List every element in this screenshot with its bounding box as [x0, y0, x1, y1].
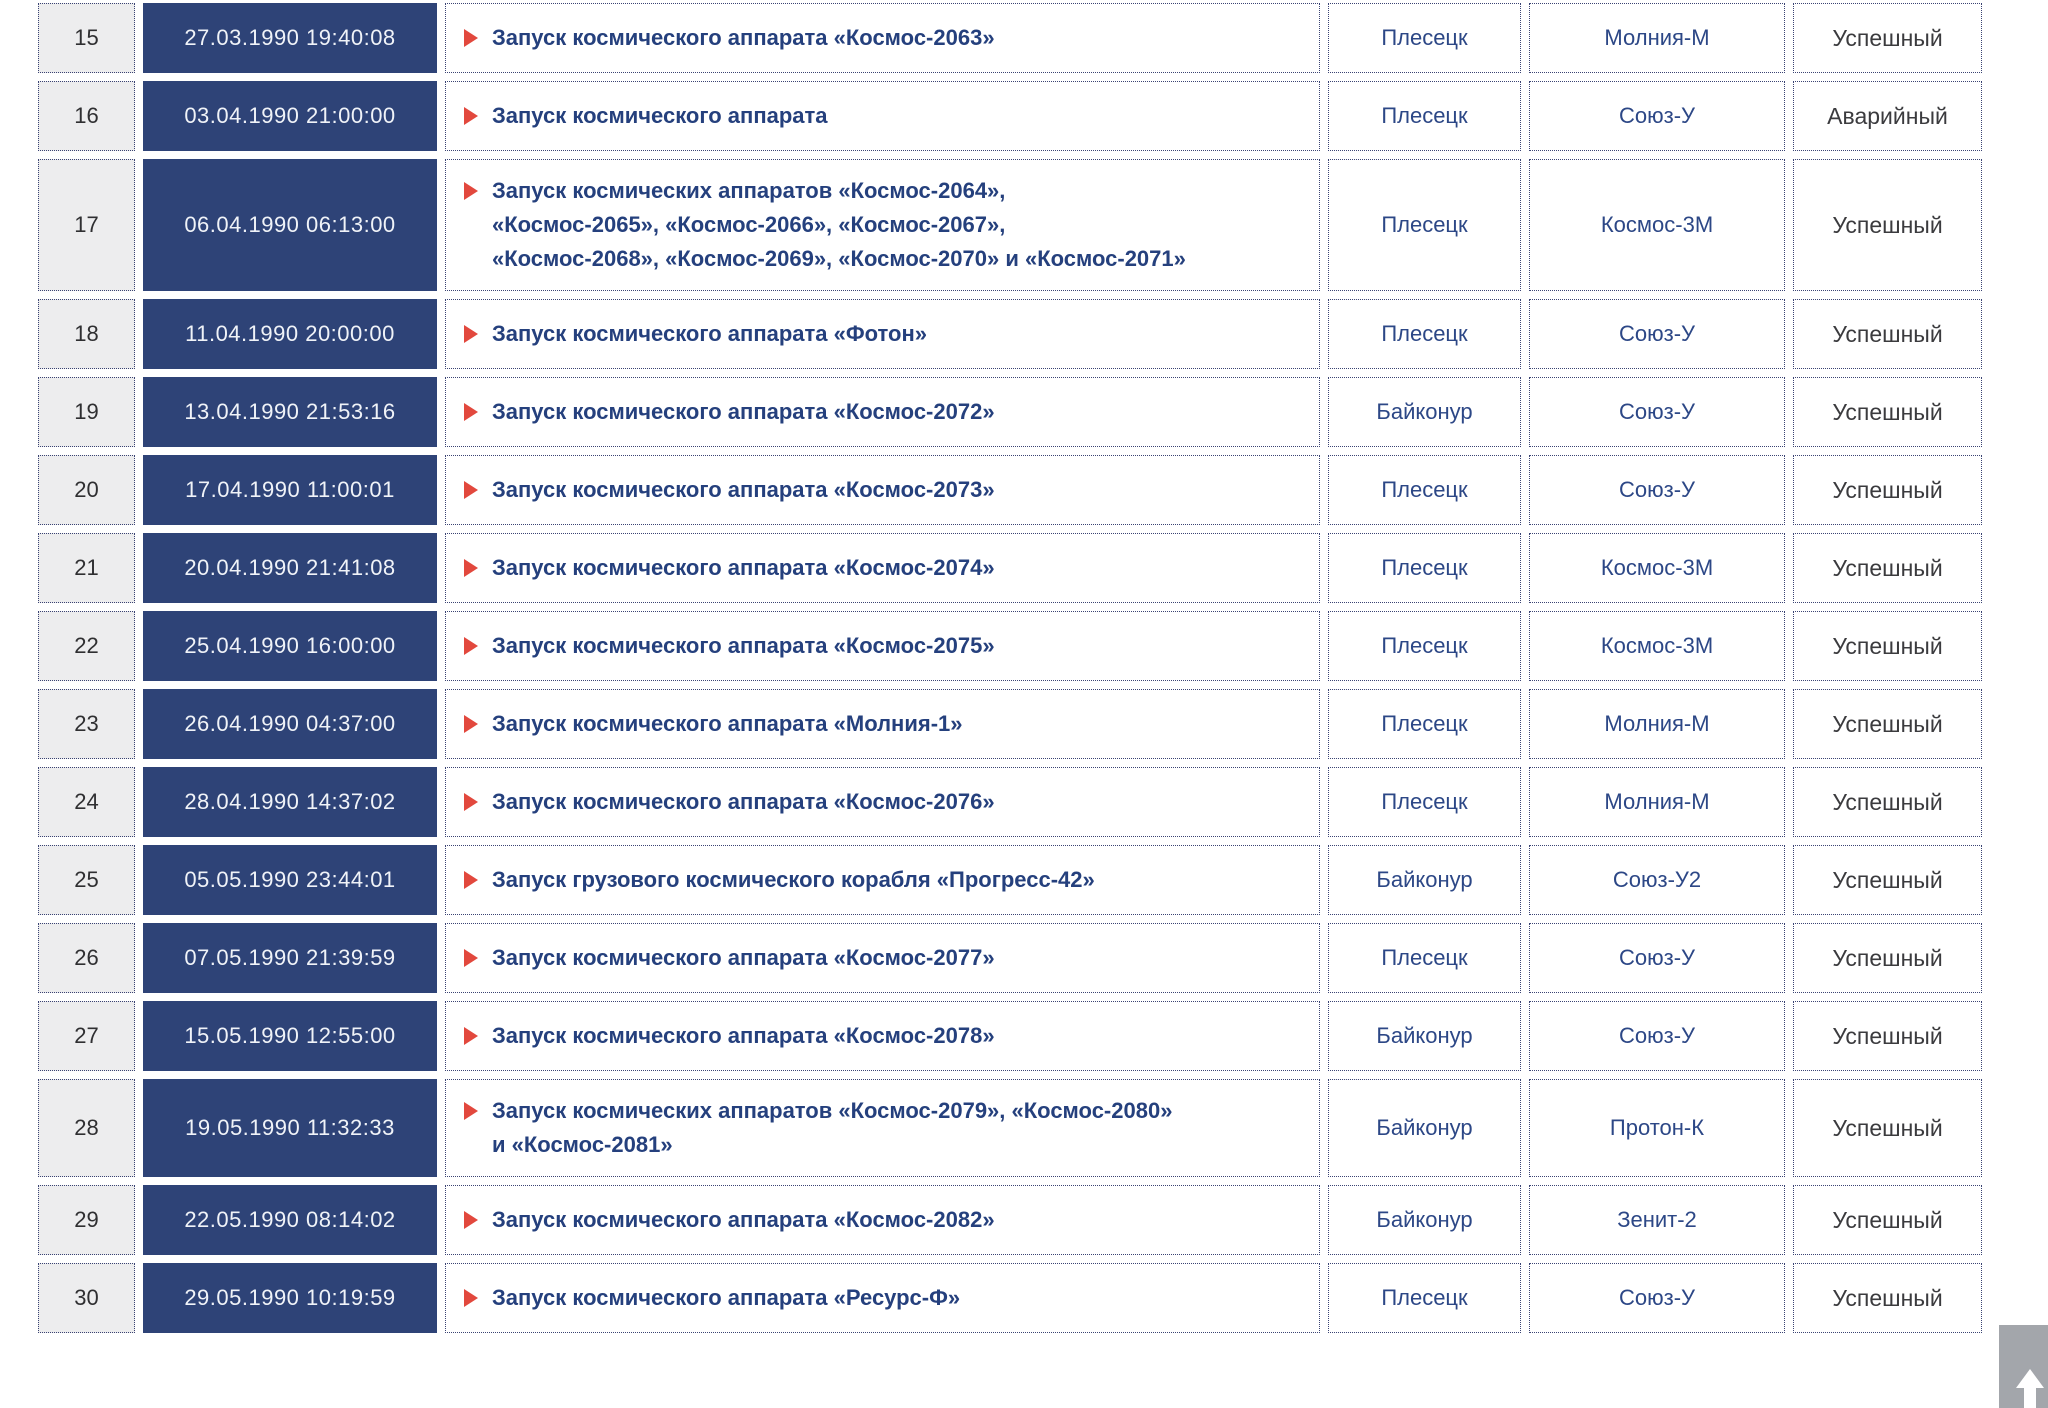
launch-description-row [464, 551, 1303, 585]
launch-site-link[interactable]: Плесецк [1381, 555, 1468, 580]
launch-description-link[interactable]: Запуск космического аппарата «Космос-2072» [492, 399, 995, 424]
launch-datetime-cell: 11.04.1990 20:00:00 [143, 299, 437, 369]
launch-site-link[interactable]: Плесецк [1381, 789, 1468, 814]
launch-datetime-cell: 28.04.1990 14:37:02 [143, 767, 437, 837]
launch-site-cell [1328, 1263, 1521, 1333]
launch-site-link[interactable]: Байконур [1376, 1207, 1473, 1232]
status-text: Успешный [1832, 632, 1943, 659]
launch-description-cell [445, 689, 1320, 759]
rocket-cell [1529, 923, 1785, 993]
status-text: Успешный [1832, 1206, 1943, 1233]
launch-description-cell [445, 81, 1320, 151]
launch-status-cell [1793, 533, 1982, 603]
launch-site-link[interactable]: Байконур [1376, 1115, 1473, 1140]
status-text: Успешный [1832, 1284, 1943, 1311]
table-row [38, 377, 1982, 447]
launch-site-cell [1328, 299, 1521, 369]
triangle-right-icon [464, 403, 478, 421]
status-text: Успешный [1832, 476, 1943, 503]
rocket-link[interactable]: Союз-У [1618, 399, 1695, 424]
launch-datetime-cell: 26.04.1990 04:37:00 [143, 689, 437, 759]
launch-site-link[interactable]: Плесецк [1381, 103, 1468, 128]
launch-datetime-cell: 13.04.1990 21:53:16 [143, 377, 437, 447]
launch-description-link[interactable]: Запуск космического аппарата «Космос-2082» [492, 1207, 995, 1232]
launch-status-cell [1793, 81, 1982, 151]
rocket-link[interactable]: Молния-М [1604, 25, 1710, 50]
triangle-right-icon [464, 637, 478, 655]
row-number-cell: 22 [38, 611, 135, 681]
launch-description-link[interactable]: Запуск космических аппаратов «Космос-2064», «Космос-2065», «Космос-2066», «Космос-2067», «Космос-2068», «Космос-2069», «Космос-2070» и «Космос-2071» [492, 178, 1186, 271]
table-row [38, 299, 1982, 369]
launch-datetime-cell: 27.03.1990 19:40:08 [143, 3, 437, 73]
table-row [38, 845, 1982, 915]
launch-table-body [38, 3, 1982, 1333]
launch-datetime-cell: 20.04.1990 21:41:08 [143, 533, 437, 603]
launch-status-cell [1793, 3, 1982, 73]
rocket-link[interactable]: Молния-М [1604, 711, 1710, 736]
rocket-cell [1529, 159, 1785, 291]
status-text: Успешный [1832, 24, 1943, 51]
launch-description-cell [445, 299, 1320, 369]
launch-description-cell [445, 923, 1320, 993]
launch-site-link[interactable]: Байконур [1376, 399, 1473, 424]
launch-status-cell [1793, 1001, 1982, 1071]
launch-datetime-cell: 25.04.1990 16:00:00 [143, 611, 437, 681]
triangle-right-icon [464, 1289, 478, 1307]
launch-description-row [464, 1094, 1303, 1162]
launch-datetime-cell: 17.04.1990 11:00:01 [143, 455, 437, 525]
launch-description-link[interactable]: Запуск космического аппарата «Космос-2077» [492, 945, 995, 970]
launch-description-row [464, 395, 1303, 429]
table-row [38, 1079, 1982, 1177]
row-number-cell: 16 [38, 81, 135, 151]
launch-status-cell [1793, 377, 1982, 447]
triangle-right-icon [464, 871, 478, 889]
triangle-right-icon [464, 949, 478, 967]
rocket-cell [1529, 455, 1785, 525]
launch-description-cell [445, 767, 1320, 837]
rocket-link[interactable]: Союз-У [1618, 103, 1695, 128]
triangle-right-icon [464, 715, 478, 733]
launch-status-cell [1793, 455, 1982, 525]
launch-description-row [464, 317, 1303, 351]
launch-status-cell [1793, 159, 1982, 291]
row-number-cell: 23 [38, 689, 135, 759]
launch-description-row [464, 629, 1303, 663]
launch-datetime-cell: 05.05.1990 23:44:01 [143, 845, 437, 915]
launch-history-table [30, 0, 1990, 1341]
launch-datetime-cell: 15.05.1990 12:55:00 [143, 1001, 437, 1071]
launch-description-cell [445, 845, 1320, 915]
launch-status-cell [1793, 611, 1982, 681]
launch-status-cell [1793, 299, 1982, 369]
launch-site-link[interactable]: Плесецк [1381, 321, 1468, 346]
status-text: Успешный [1832, 211, 1943, 238]
launch-description-cell [445, 611, 1320, 681]
launch-description-cell [445, 3, 1320, 73]
launch-datetime-cell: 22.05.1990 08:14:02 [143, 1185, 437, 1255]
triangle-right-icon [464, 481, 478, 499]
rocket-cell [1529, 689, 1785, 759]
launch-site-link[interactable]: Плесецк [1381, 633, 1468, 658]
status-text: Успешный [1832, 320, 1943, 347]
table-row [38, 455, 1982, 525]
launch-description-cell [445, 1263, 1320, 1333]
launch-site-link[interactable]: Плесецк [1381, 711, 1468, 736]
table-row [38, 923, 1982, 993]
launch-description-row [464, 1281, 1303, 1315]
rocket-link[interactable]: Союз-У [1618, 477, 1695, 502]
rocket-cell [1529, 533, 1785, 603]
launch-description-row [464, 21, 1303, 55]
rocket-cell [1529, 377, 1785, 447]
launch-site-cell [1328, 3, 1521, 73]
launch-description-cell [445, 455, 1320, 525]
row-number-cell: 24 [38, 767, 135, 837]
rocket-link[interactable]: Союз-У [1618, 1285, 1695, 1310]
rocket-cell [1529, 767, 1785, 837]
launch-site-cell [1328, 845, 1521, 915]
table-row [38, 689, 1982, 759]
row-number-cell: 17 [38, 159, 135, 291]
launch-site-cell [1328, 455, 1521, 525]
row-number-cell: 21 [38, 533, 135, 603]
status-text: Успешный [1832, 1022, 1943, 1049]
rocket-cell [1529, 81, 1785, 151]
table-row [38, 1185, 1982, 1255]
rocket-link[interactable]: Союз-У [1618, 945, 1695, 970]
rocket-cell [1529, 299, 1785, 369]
launch-description-link[interactable]: Запуск космического аппарата «Космос-2078» [492, 1023, 995, 1048]
table-row [38, 611, 1982, 681]
launch-status-cell [1793, 1079, 1982, 1177]
launch-description-link[interactable]: Запуск грузового космического корабля «Прогресс-42» [492, 867, 1095, 892]
launch-site-link[interactable]: Плесецк [1381, 212, 1468, 237]
launch-site-link[interactable]: Плесецк [1381, 1285, 1468, 1310]
row-number-cell: 26 [38, 923, 135, 993]
launch-description-row [464, 941, 1303, 975]
launch-description-cell [445, 377, 1320, 447]
status-text: Успешный [1832, 944, 1943, 971]
launch-site-link[interactable]: Байконур [1376, 867, 1473, 892]
rocket-link[interactable]: Союз-У [1618, 321, 1695, 346]
launch-description-link[interactable]: Запуск космических аппаратов «Космос-2079», «Космос-2080» и «Космос-2081» [492, 1098, 1173, 1157]
rocket-cell [1529, 1001, 1785, 1071]
scroll-to-top-button[interactable] [1999, 1325, 2048, 1408]
rocket-cell [1529, 3, 1785, 73]
launch-status-cell [1793, 1263, 1982, 1333]
status-text: Успешный [1832, 788, 1943, 815]
triangle-right-icon [464, 29, 478, 47]
status-text: Успешный [1832, 1114, 1943, 1141]
launch-description-row [464, 863, 1303, 897]
launch-site-cell [1328, 689, 1521, 759]
launch-description-link[interactable]: Запуск космического аппарата «Космос-2074» [492, 555, 995, 580]
launch-status-cell [1793, 767, 1982, 837]
launch-site-cell [1328, 1079, 1521, 1177]
launch-site-cell [1328, 923, 1521, 993]
launch-site-cell [1328, 1001, 1521, 1071]
launch-site-link[interactable]: Плесецк [1381, 477, 1468, 502]
triangle-right-icon [464, 793, 478, 811]
triangle-right-icon [464, 107, 478, 125]
launch-status-cell [1793, 1185, 1982, 1255]
launch-description-row [464, 473, 1303, 507]
launch-description-link[interactable]: Запуск космического аппарата «Космос-2063» [492, 25, 995, 50]
launch-description-row [464, 707, 1303, 741]
launch-description-link[interactable]: Запуск космического аппарата «Космос-2075» [492, 633, 995, 658]
launch-description-cell [445, 533, 1320, 603]
launch-site-cell [1328, 611, 1521, 681]
row-number-cell: 20 [38, 455, 135, 525]
row-number-cell: 19 [38, 377, 135, 447]
arrow-up-icon-stem [2024, 1386, 2036, 1408]
rocket-link[interactable]: Протон-К [1609, 1115, 1705, 1140]
table-row [38, 159, 1982, 291]
launch-description-link[interactable]: Запуск космического аппарата [492, 103, 828, 128]
rocket-link[interactable]: Космос-3М [1600, 633, 1714, 658]
row-number-cell: 25 [38, 845, 135, 915]
launch-datetime-cell: 03.04.1990 21:00:00 [143, 81, 437, 151]
launch-description-cell [445, 1079, 1320, 1177]
launch-site-cell [1328, 159, 1521, 291]
launch-site-link[interactable]: Байконур [1376, 1023, 1473, 1048]
triangle-right-icon [464, 559, 478, 577]
rocket-link[interactable]: Молния-М [1604, 789, 1710, 814]
launch-description-row [464, 1019, 1303, 1053]
triangle-right-icon [464, 182, 478, 200]
launch-site-link[interactable]: Плесецк [1381, 25, 1468, 50]
table-row [38, 533, 1982, 603]
table-row [38, 767, 1982, 837]
launch-site-cell [1328, 533, 1521, 603]
status-text: Успешный [1832, 554, 1943, 581]
table-row [38, 81, 1982, 151]
row-number-cell: 30 [38, 1263, 135, 1333]
rocket-cell [1529, 1185, 1785, 1255]
status-text: Успешный [1832, 866, 1943, 893]
status-text: Успешный [1832, 710, 1943, 737]
launch-status-cell [1793, 689, 1982, 759]
row-number-cell: 28 [38, 1079, 135, 1177]
rocket-cell [1529, 845, 1785, 915]
status-text: Успешный [1832, 398, 1943, 425]
rocket-cell [1529, 611, 1785, 681]
launch-description-row [464, 785, 1303, 819]
launch-site-cell [1328, 81, 1521, 151]
launch-description-cell [445, 1001, 1320, 1071]
row-number-cell: 18 [38, 299, 135, 369]
launch-site-cell [1328, 767, 1521, 837]
rocket-link[interactable]: Космос-3М [1600, 212, 1714, 237]
launch-datetime-cell: 19.05.1990 11:32:33 [143, 1079, 437, 1177]
rocket-link[interactable]: Космос-3М [1600, 555, 1714, 580]
launch-datetime-cell: 07.05.1990 21:39:59 [143, 923, 437, 993]
launch-description-cell [445, 159, 1320, 291]
rocket-link[interactable]: Союз-У [1618, 1023, 1695, 1048]
launch-description-row [464, 174, 1303, 276]
triangle-right-icon [464, 1102, 478, 1120]
launch-status-cell [1793, 845, 1982, 915]
rocket-cell [1529, 1263, 1785, 1333]
triangle-right-icon [464, 1027, 478, 1045]
table-row [38, 1001, 1982, 1071]
triangle-right-icon [464, 325, 478, 343]
table-row [38, 1263, 1982, 1333]
launch-description-link[interactable]: Запуск космического аппарата «Фотон» [492, 321, 927, 346]
launch-description-link[interactable]: Запуск космического аппарата «Космос-2076» [492, 789, 995, 814]
launch-status-cell [1793, 923, 1982, 993]
row-number-cell: 15 [38, 3, 135, 73]
row-number-cell: 29 [38, 1185, 135, 1255]
launch-site-cell [1328, 377, 1521, 447]
launch-description-row [464, 99, 1303, 133]
launch-description-link[interactable]: Запуск космического аппарата «Космос-2073» [492, 477, 995, 502]
launch-datetime-cell: 29.05.1990 10:19:59 [143, 1263, 437, 1333]
launch-description-link[interactable]: Запуск космического аппарата «Молния-1» [492, 711, 963, 736]
launch-description-row [464, 1203, 1303, 1237]
rocket-link[interactable]: Зенит-2 [1617, 1207, 1697, 1232]
triangle-right-icon [464, 1211, 478, 1229]
launch-site-cell [1328, 1185, 1521, 1255]
launch-description-link[interactable]: Запуск космического аппарата «Ресурс-Ф» [492, 1285, 961, 1310]
table-row [38, 3, 1982, 73]
row-number-cell: 27 [38, 1001, 135, 1071]
rocket-link[interactable]: Союз-У2 [1612, 867, 1702, 892]
rocket-cell [1529, 1079, 1785, 1177]
launch-description-cell [445, 1185, 1320, 1255]
launch-site-link[interactable]: Плесецк [1381, 945, 1468, 970]
launch-datetime-cell: 06.04.1990 06:13:00 [143, 159, 437, 291]
status-text: Аварийный [1827, 102, 1948, 129]
